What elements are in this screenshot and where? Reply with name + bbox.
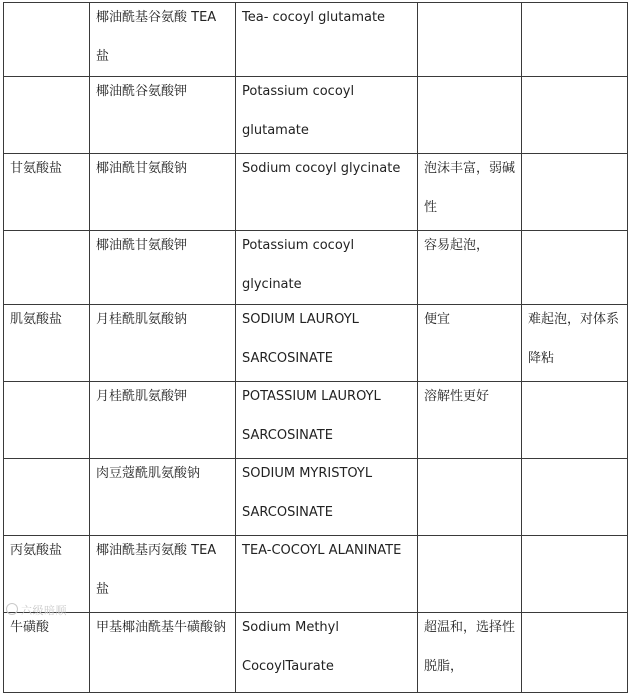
cell-text: 椰油酰基丙氨酸 TEA 盐 [96, 543, 217, 597]
cell-text: 甲基椰油酰基牛磺酸钠 [96, 620, 227, 635]
table-cell [236, 305, 418, 382]
table-cell [236, 382, 418, 459]
cell-text: Sodium cocoyl glycinate [242, 161, 401, 176]
cell-text: 容易起泡， [424, 238, 490, 253]
table-cell [4, 305, 90, 382]
table-cell [418, 459, 522, 536]
table-cell [4, 154, 90, 231]
table-cell [90, 154, 236, 231]
table-cell [90, 3, 236, 77]
table-cell [418, 536, 522, 613]
table-row [4, 77, 628, 154]
table-cell [90, 459, 236, 536]
cell-text: 便宜 [424, 312, 451, 327]
table-cell [522, 305, 628, 382]
cell-text: 椰油酰谷氨酸钾 [96, 84, 188, 99]
table-cell [236, 459, 418, 536]
table-cell [236, 3, 418, 77]
table-cell [522, 3, 628, 77]
table-cell [522, 382, 628, 459]
cell-text: SODIUM LAUROYL SARCOSINATE [242, 312, 359, 366]
table-cell [418, 77, 522, 154]
table-row [4, 231, 628, 305]
cell-text: 椰油酰甘氨酸钠 [96, 161, 188, 176]
cell-text: 牛磺酸 [10, 620, 50, 635]
table-cell [90, 77, 236, 154]
table-cell [236, 536, 418, 613]
table-cell [418, 3, 522, 77]
table-cell [90, 613, 236, 693]
table-cell [90, 231, 236, 305]
table-row [4, 305, 628, 382]
cell-text: 月桂酰肌氨酸钠 [96, 312, 188, 327]
table-row [4, 536, 628, 613]
table-cell [418, 154, 522, 231]
table-row [4, 459, 628, 536]
cell-text: 难起泡，对体系降粘 [528, 312, 620, 366]
table-row [4, 154, 628, 231]
table-cell [236, 77, 418, 154]
cell-text: 丙氨酸盐 [10, 543, 63, 558]
table-cell [4, 231, 90, 305]
table-row [4, 613, 628, 693]
table-cell [90, 382, 236, 459]
table-cell [522, 459, 628, 536]
cell-text: 超温和，选择性脱脂， [424, 620, 516, 674]
cell-text: Sodium Methyl CocoylTaurate [242, 620, 339, 674]
table-cell [236, 231, 418, 305]
cell-text: TEA-COCOYL ALANINATE [242, 543, 402, 558]
cell-text: POTASSIUM LAUROYL SARCOSINATE [242, 389, 381, 443]
cell-text: 泡沫丰富，弱碱性 [424, 161, 516, 215]
cell-text: 甘氨酸盐 [10, 161, 63, 176]
table-cell [418, 231, 522, 305]
cell-text: 椰油酰甘氨酸钾 [96, 238, 188, 253]
table-cell [522, 77, 628, 154]
table-cell [90, 305, 236, 382]
table-cell [4, 382, 90, 459]
cell-text: 月桂酰肌氨酸钾 [96, 389, 188, 404]
cell-text: Potassium cocoyl glutamate [242, 84, 355, 138]
table-cell [4, 536, 90, 613]
table-cell [418, 305, 522, 382]
cell-text: 溶解性更好 [424, 389, 490, 404]
surfactant-table [3, 2, 628, 693]
cell-text: 肉豆蔻酰肌氨酸钠 [96, 466, 201, 481]
cell-text: Tea- cocoyl glutamate [242, 10, 386, 25]
table-cell [522, 613, 628, 693]
table-cell [522, 536, 628, 613]
cell-text: SODIUM MYRISTOYL SARCOSINATE [242, 466, 373, 520]
table-cell [418, 613, 522, 693]
table-row [4, 382, 628, 459]
table-cell [522, 154, 628, 231]
table-cell [4, 613, 90, 693]
table-cell [4, 77, 90, 154]
table-cell [236, 613, 418, 693]
table-row [4, 3, 628, 77]
watermark-logo-icon [6, 603, 18, 615]
watermark [6, 602, 67, 618]
table-cell [90, 536, 236, 613]
table-cell [522, 231, 628, 305]
cell-text: Potassium cocoyl glycinate [242, 238, 355, 292]
cell-text: 椰油酰基谷氨酸 TEA 盐 [96, 10, 217, 64]
table-cell [418, 382, 522, 459]
table-cell [236, 154, 418, 231]
table-cell [4, 459, 90, 536]
table-cell [4, 3, 90, 77]
cell-text: 肌氨酸盐 [10, 312, 63, 327]
watermark-text: 六级暗顺 [21, 604, 67, 617]
